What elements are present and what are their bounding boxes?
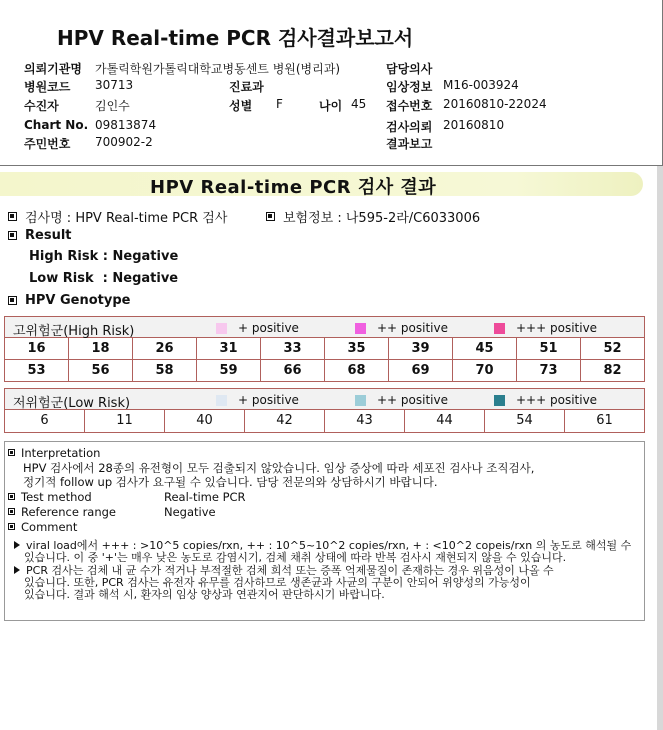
requesting-institution-value: 가톨릭학원가톨릭대학교병동센트 병원(병리과) — [95, 62, 341, 76]
lr-legend-plusplusplus — [494, 393, 597, 407]
requesting-institution-label: 의뢰기관명 — [24, 62, 82, 76]
lr-plusplus-swatch — [355, 395, 366, 406]
genotype-cell-hr-58: 58 — [133, 360, 197, 382]
genotype-cell-lr-61: 61 — [565, 410, 645, 433]
genotype-cell-hr-56: 56 — [69, 360, 133, 382]
bullet-square-icon — [8, 523, 15, 530]
receipt-number-value: 20160810-22024 — [443, 97, 547, 111]
bullet-square-icon — [8, 449, 15, 456]
genotype-cell-hr-52: 52 — [581, 338, 645, 360]
high-risk-label: 고위험군(High Risk) — [13, 324, 135, 339]
genotype-cell-hr-69: 69 — [389, 360, 453, 382]
interpretation-heading-row — [8, 446, 100, 460]
test-name-row — [8, 207, 227, 226]
genotype-cell-hr-18: 18 — [69, 338, 133, 360]
bullet-square-icon — [8, 231, 17, 240]
report-header-frame — [0, 0, 663, 166]
hr-legend-plusplusplus — [494, 321, 597, 335]
genotype-heading-row — [8, 293, 130, 308]
genotype-cell-hr-73: 73 — [517, 360, 581, 382]
resident-number-label: 주민번호 — [24, 137, 71, 151]
hr-legend-plus — [216, 321, 299, 335]
low-risk-label: 저위험군(Low Risk) — [13, 396, 131, 411]
lr-legend-plus — [216, 393, 299, 407]
attending-doctor-label: 담당의사 — [386, 62, 433, 76]
comment-2-line-c: 있습니다. 결과 해석 시, 환자의 임상 양상과 연관지어 판단하시기 바랍니다. — [24, 588, 385, 601]
arrow-right-icon — [14, 566, 20, 574]
clinical-info-value: M16-003924 — [443, 78, 519, 92]
bullet-square-icon — [8, 296, 17, 305]
patient-name-label: 수진자 — [24, 99, 59, 113]
genotype-cell-lr-43: 43 — [325, 410, 405, 433]
hr-plusplus-text: ++ positive — [377, 321, 448, 335]
genotype-heading: HPV Genotype — [25, 293, 131, 308]
genotype-cell-hr-45: 45 — [453, 338, 517, 360]
comment-label: Comment — [21, 520, 78, 534]
insurance-text: 보험정보 : 나595-2라/C6033006 — [283, 211, 481, 226]
lr-legend-plusplus — [355, 393, 448, 407]
bullet-square-icon — [8, 493, 15, 500]
bullet-square-icon — [266, 212, 275, 221]
chart-no-label: Chart No. — [24, 118, 89, 132]
arrow-right-icon — [14, 541, 20, 549]
genotype-cell-hr-53: 53 — [5, 360, 69, 382]
hospital-code-value: 30713 — [95, 78, 134, 92]
age-label: 나이 — [319, 99, 343, 113]
genotype-cell-lr-40: 40 — [165, 410, 245, 433]
interpretation-line-2: 정기적 follow up 검사가 요구될 수 있습니다. 담당 전문의와 상담하시기 바랍니다. — [23, 475, 438, 489]
lr-plus-swatch — [216, 395, 227, 406]
hr-plus-text: + positive — [238, 321, 299, 335]
hr-plusplusplus-swatch — [494, 323, 505, 334]
section-title: HPV Real-time PCR 검사 결과 — [150, 177, 437, 198]
test-method-label: Test method — [21, 490, 92, 504]
test-request-label: 검사의뢰 — [386, 120, 433, 134]
genotype-cell-hr-16: 16 — [5, 338, 69, 360]
lr-plusplusplus-text: +++ positive — [516, 393, 598, 407]
department-label: 진료과 — [229, 80, 264, 94]
reference-range-label: Reference range — [21, 505, 117, 519]
comment-row — [8, 520, 77, 534]
low-risk-result: Low Risk : Negative — [29, 271, 179, 286]
reference-range-value: Negative — [164, 505, 216, 519]
genotype-cell-lr-54: 54 — [485, 410, 565, 433]
genotype-cell-hr-59: 59 — [197, 360, 261, 382]
genotype-cell-hr-26: 26 — [133, 338, 197, 360]
genotype-cell-lr-42: 42 — [245, 410, 325, 433]
result-heading-row — [8, 228, 72, 243]
lr-plus-text: + positive — [238, 393, 299, 407]
clinical-info-label: 임상정보 — [386, 80, 433, 94]
hr-plusplus-swatch — [355, 323, 366, 334]
result-heading: Result — [25, 228, 72, 243]
genotype-cell-hr-39: 39 — [389, 338, 453, 360]
interpretation-heading: Interpretation — [21, 446, 101, 460]
interpretation-line-1: HPV 검사에서 28종의 유전형이 모두 검출되지 않았습니다. 임상 증상에 따라 세포진 검사나 조직검사, — [23, 461, 535, 475]
high-risk-legend — [4, 316, 645, 338]
high-risk-result: High Risk : Negative — [29, 249, 179, 264]
comment-1-line-b: 있습니다. 이 중 '+'는 매우 낮은 농도로 감염시기, 검체 채취 상태에 따라 반복 검사시 재현되지 않을 수 있습니다. — [24, 551, 567, 564]
bullet-square-icon — [8, 212, 17, 221]
insurance-row — [266, 207, 480, 226]
genotype-cell-lr-11: 11 — [85, 410, 165, 433]
genotype-cell-hr-66: 66 — [261, 360, 325, 382]
test-name-text: 검사명 : HPV Real-time PCR 검사 — [25, 211, 228, 226]
resident-number-value: 700902-2 — [95, 135, 153, 149]
genotype-cell-hr-51: 51 — [517, 338, 581, 360]
chart-no-value: 09813874 — [95, 118, 157, 132]
genotype-cell-hr-70: 70 — [453, 360, 517, 382]
test-request-value: 20160810 — [443, 118, 505, 132]
comment-2-line-b: 있습니다. 또한, PCR 검사는 유전자 유무를 검사하므로 생존균과 사균의 구분이 안되어 위양성의 가능성이 — [24, 576, 531, 589]
genotype-cell-hr-35: 35 — [325, 338, 389, 360]
lr-plusplus-text: ++ positive — [377, 393, 448, 407]
genotype-cell-hr-33: 33 — [261, 338, 325, 360]
test-method-row — [8, 490, 92, 504]
reference-range-row — [8, 505, 116, 519]
receipt-number-label: 접수번호 — [386, 99, 433, 113]
high-risk-row-2 — [4, 360, 645, 382]
scroll-edge — [657, 166, 663, 730]
genotype-cell-hr-82: 82 — [581, 360, 645, 382]
hr-plusplusplus-text: +++ positive — [516, 321, 598, 335]
age-value: 45 — [351, 97, 367, 111]
bullet-square-icon — [8, 508, 15, 515]
comment-2a-text: PCR 검사는 검체 내 균 수가 적거나 부적절한 검체 희석 또는 증폭 억제물질이 존재하는 경우 위음성이 나올 수 — [26, 564, 554, 577]
result-report-label: 결과보고 — [386, 137, 433, 151]
hr-legend-plusplus — [355, 321, 448, 335]
comment-1a-text: viral load에서 +++ : >10^5 copies/rxn, ++ : 10^5~10^2 copies/rxn, + : <10^2 copeis/rxn 의 농도로 해석될 수 — [26, 539, 632, 552]
sex-value: F — [276, 97, 283, 111]
high-risk-row-1 — [4, 338, 645, 360]
test-method-value: Real-time PCR — [164, 490, 246, 504]
genotype-cell-lr-44: 44 — [405, 410, 485, 433]
sex-label: 성별 — [229, 99, 253, 113]
genotype-cell-hr-68: 68 — [325, 360, 389, 382]
genotype-cell-hr-31: 31 — [197, 338, 261, 360]
hospital-code-label: 병원코드 — [24, 80, 71, 94]
patient-name-value: 김인수 — [95, 99, 130, 113]
low-risk-legend — [4, 388, 645, 410]
lr-plusplusplus-swatch — [494, 395, 505, 406]
report-title: HPV Real-time PCR 검사결과보고서 — [57, 26, 414, 50]
hr-plus-swatch — [216, 323, 227, 334]
low-risk-row — [4, 410, 645, 433]
genotype-cell-lr-6: 6 — [5, 410, 85, 433]
